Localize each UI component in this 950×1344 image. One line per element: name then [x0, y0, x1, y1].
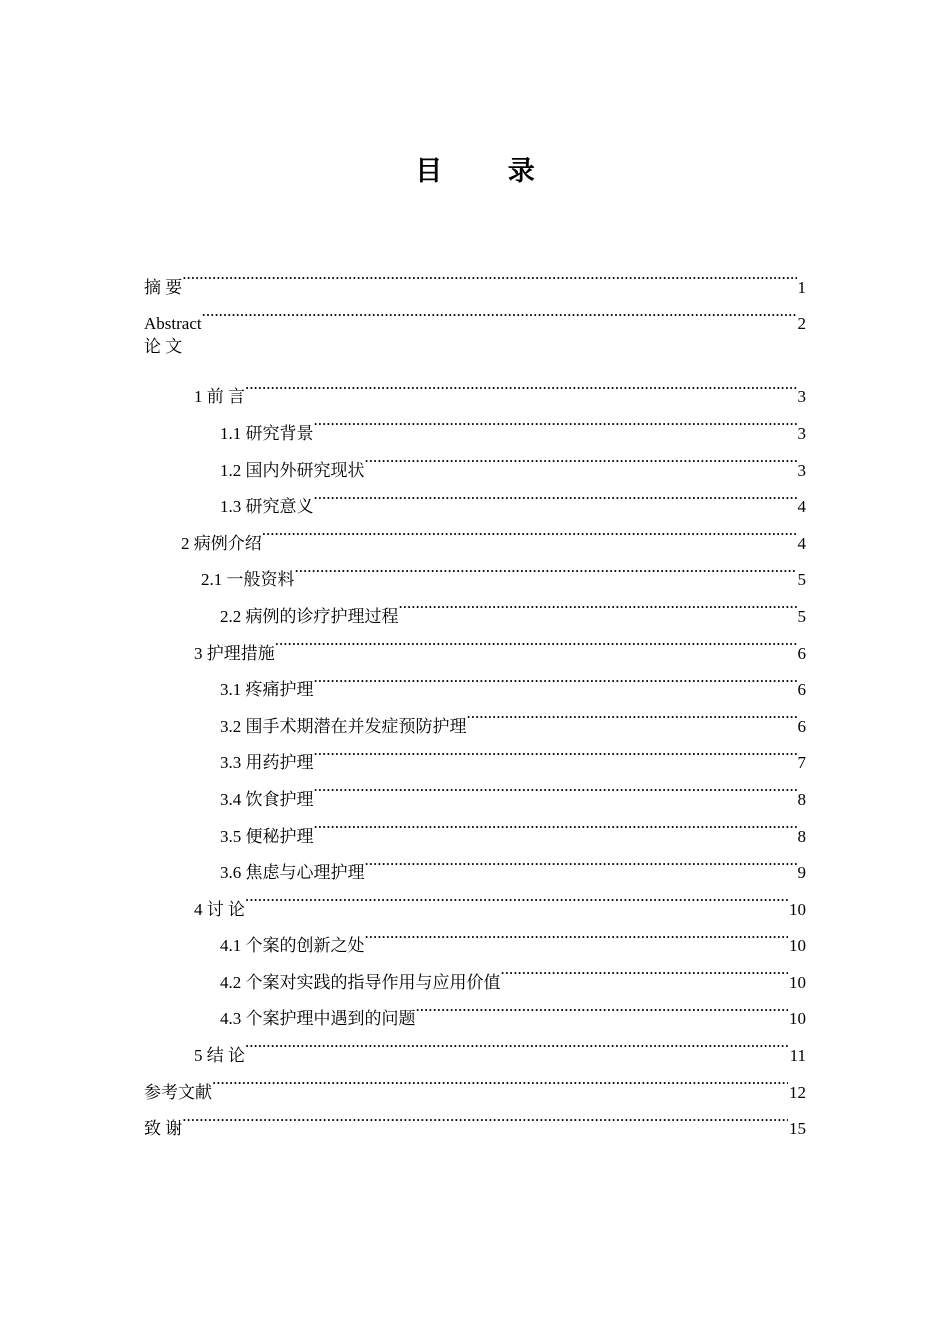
toc-entry-acknowledgements[interactable] [144, 1098, 806, 1139]
toc-leader-dots [314, 768, 797, 805]
toc-entry-label: 3.3 用药护理 [220, 753, 314, 773]
toc-leader-dots [314, 476, 797, 513]
toc-page-number: 3 [797, 387, 806, 407]
toc-page-number: 8 [797, 789, 806, 809]
toc-page-number: 15 [789, 1119, 806, 1139]
toc-entry-label: 5 结 论 [194, 1046, 245, 1066]
toc-title: 目 录 [415, 156, 563, 187]
toc-leader-dots [245, 878, 788, 915]
toc-page-number: 4 [797, 533, 806, 553]
toc-page-number: 8 [797, 826, 806, 846]
toc-leader-dots [212, 1061, 788, 1098]
toc-entry-label: 摘 要 [144, 277, 183, 297]
toc-leader-dots [314, 659, 797, 696]
toc-page-number: 11 [789, 1046, 806, 1066]
toc-entry-references[interactable] [144, 1061, 806, 1102]
toc-entry-label: 3.1 疼痛护理 [220, 680, 314, 700]
toc-entry-1[interactable] [144, 366, 806, 407]
toc-page-number: 5 [797, 606, 806, 626]
toc-page-number: 9 [797, 863, 806, 883]
toc-leader-dots [182, 1098, 788, 1135]
toc-entry-label: 4 讨 论 [194, 899, 245, 919]
toc-entry-label: 1 前 言 [194, 387, 245, 407]
toc-leader-dots [245, 1024, 789, 1061]
toc-page-number: 6 [797, 680, 806, 700]
toc-page-number: 2 [797, 314, 806, 334]
toc-page-number: 10 [789, 936, 806, 956]
toc-page-number: 3 [797, 423, 806, 443]
toc-leader-dots [245, 366, 797, 403]
toc-entry-label: 4.2 个案对实践的指导作用与应用价值 [220, 972, 501, 992]
toc-leader-dots [202, 293, 797, 330]
toc-leader-dots [399, 585, 797, 622]
toc-entry-label: 2.2 病例的诊疗护理过程 [220, 606, 399, 626]
toc-leader-dots [295, 549, 797, 586]
toc-page-number: 4 [797, 497, 806, 517]
toc-entry-label: 论 文 [144, 337, 183, 357]
toc-leader-dots [314, 732, 797, 769]
toc-page-number: 5 [797, 570, 806, 590]
toc-entry-label: 4.3 个案护理中遇到的问题 [220, 1009, 416, 1029]
toc-entry-label: 3.6 焦虑与心理护理 [220, 863, 365, 883]
toc-entry-label: 3.5 便秘护理 [220, 826, 314, 846]
toc-leader-dots [314, 402, 797, 439]
toc-entry-label: 4.1 个案的创新之处 [220, 936, 365, 956]
toc-page-number: 10 [789, 1009, 806, 1029]
toc-entry-label: 1.2 国内外研究现状 [220, 460, 365, 480]
toc-leader-dots [365, 915, 789, 952]
toc-entry-label: 3.2 围手术期潜在并发症预防护理 [220, 716, 467, 736]
toc-page-number: 6 [797, 716, 806, 736]
toc-entry-thesis[interactable] [144, 329, 806, 366]
toc-entry-label: 致 谢 [144, 1119, 183, 1139]
toc-leader-dots [262, 512, 797, 549]
toc-leader-dots [365, 439, 797, 476]
toc-page-number: 10 [789, 899, 806, 919]
toc-leader-dots [416, 988, 789, 1025]
toc-list [144, 256, 806, 1139]
toc-page-number: 1 [797, 277, 806, 297]
toc-entry-label: 3.4 饮食护理 [220, 789, 314, 809]
toc-entry-label: 1.1 研究背景 [220, 423, 314, 443]
toc-leader-dots [501, 951, 789, 988]
toc-leader-dots [467, 695, 797, 732]
toc-entry-label: 3 护理措施 [194, 643, 275, 663]
toc-entry-label: 2 病例介绍 [181, 533, 262, 553]
toc-leader-dots [182, 256, 796, 293]
toc-page-number: 12 [789, 1082, 806, 1102]
toc-leader-dots [365, 842, 797, 879]
toc-page-number: 6 [797, 643, 806, 663]
toc-entry-abstract-cn[interactable] [144, 256, 806, 297]
toc-entry-abstract-en[interactable] [144, 293, 806, 334]
toc-page-number: 7 [797, 753, 806, 773]
toc-page-number: 10 [789, 972, 806, 992]
toc-entry-label: 2.1 一般资料 [201, 570, 295, 590]
toc-leader-dots [314, 805, 797, 842]
toc-entry-label: 1.3 研究意义 [220, 497, 314, 517]
toc-entry-label: 参考文献 [144, 1082, 212, 1102]
toc-entry-label: Abstract [144, 314, 202, 334]
toc-leader-dots [275, 622, 797, 659]
toc-page-number: 3 [797, 460, 806, 480]
